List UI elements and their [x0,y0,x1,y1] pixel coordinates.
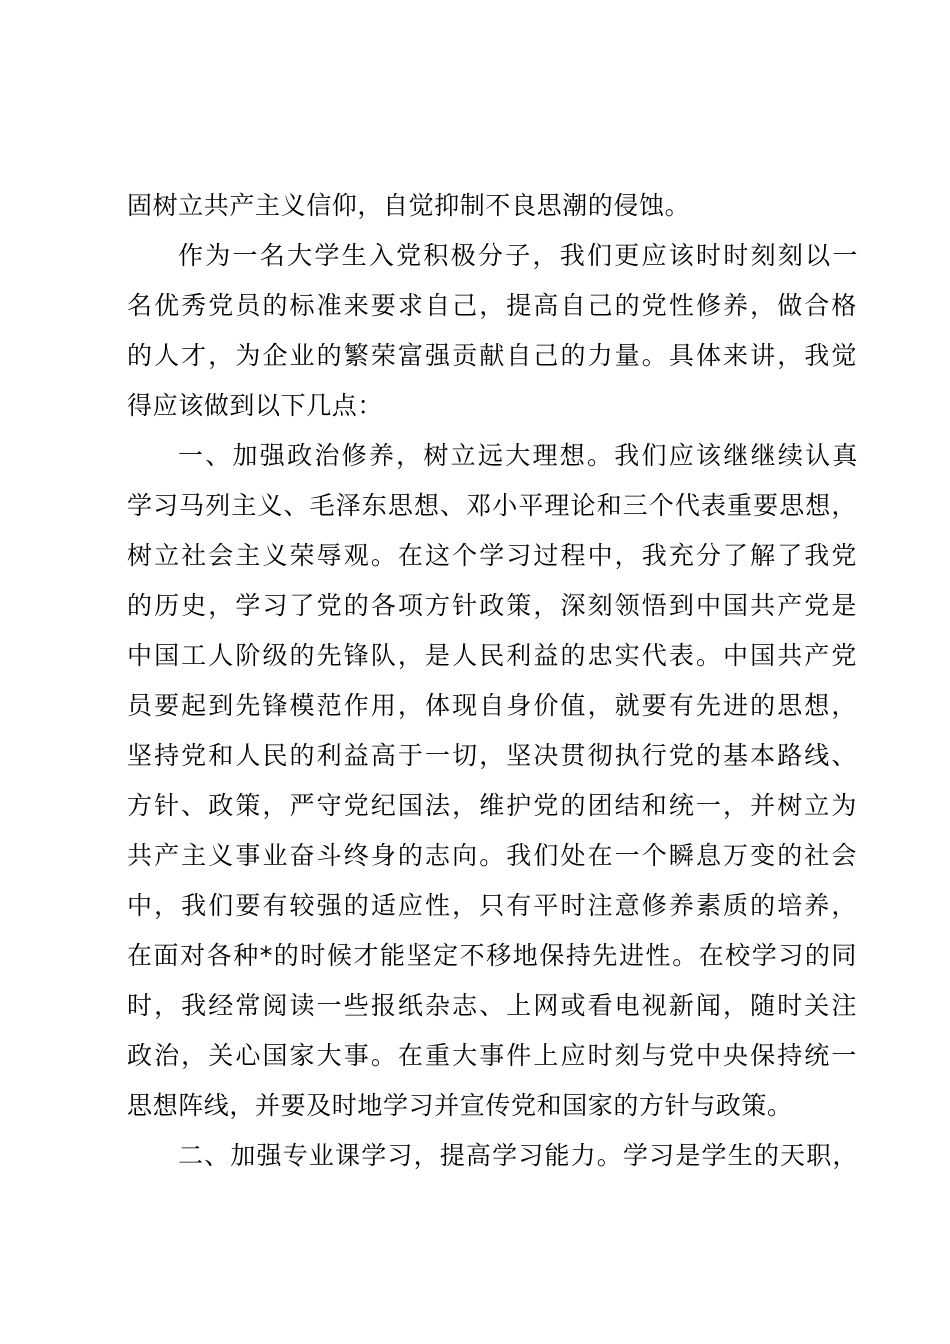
text-line-18: 政治，关心国家大事。在重大事件上应时刻与党中央保持统一 [127,1041,857,1070]
text-line-7: 学习马列主义、毛泽东思想、邓小平理论和三个代表重要思想， [127,491,857,520]
text-line-16: 在面对各种*的时候才能坚定不移地保持先进性。在校学习的同 [127,941,857,970]
text-line-20: 二、加强专业课学习，提高学习能力。学习是学生的天职， [178,1141,858,1170]
text-line-13: 方针、政策，严守党纪国法，维护党的团结和统一，并树立为 [127,791,857,820]
text-line-10: 中国工人阶级的先锋队，是人民利益的忠实代表。中国共产党 [127,641,857,670]
text-line-15: 中，我们要有较强的适应性，只有平时注意修养素质的培养， [127,891,857,920]
text-line-12: 坚持党和人民的利益高于一切，坚决贯彻执行党的基本路线、 [127,741,857,770]
text-line-3: 名优秀党员的标准来要求自己，提高自己的党性修养，做合格 [127,291,857,320]
text-line-4: 的人才，为企业的繁荣富强贡献自己的力量。具体来讲，我觉 [127,341,857,370]
text-line-17: 时，我经常阅读一些报纸杂志、上网或看电视新闻，随时关注 [127,991,857,1020]
text-line-6: 一、加强政治修养，树立远大理想。我们应该继继续认真 [178,441,858,470]
text-line-19: 思想阵线，并要及时地学习并宣传党和国家的方针与政策。 [127,1091,793,1120]
text-line-11: 员要起到先锋模范作用，体现自身价值，就要有先进的思想， [127,691,857,720]
text-line-5: 得应该做到以下几点： [127,391,384,420]
text-line-2: 作为一名大学生入党积极分子，我们更应该时时刻刻以一 [178,241,858,270]
text-line-8: 树立社会主义荣辱观。在这个学习过程中，我充分了解了我党 [127,541,857,570]
text-line-14: 共产主义事业奋斗终身的志向。我们处在一个瞬息万变的社会 [127,841,857,870]
text-line-9: 的历史，学习了党的各项方针政策，深刻领悟到中国共产党是 [127,591,857,620]
text-line-1: 固树立共产主义信仰，自觉抑制不良思潮的侵蚀。 [127,191,691,220]
